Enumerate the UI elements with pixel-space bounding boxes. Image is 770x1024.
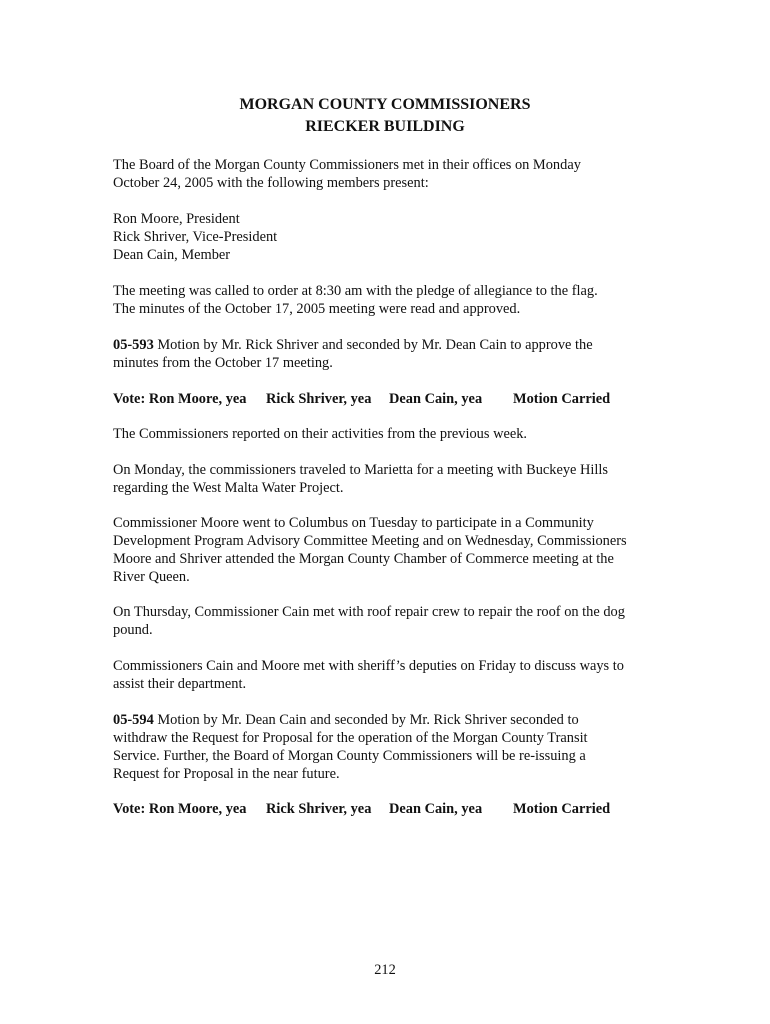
vote-1-shriver: Rick Shriver, yea (266, 391, 372, 407)
vote-2-moore: Vote: Ron Moore, yea (113, 801, 247, 817)
motion-2-number: 05-594 (113, 712, 154, 728)
moore-columbus-line-3: Moore and Shriver attended the Morgan County Chamber of Commerce meeting at the (113, 551, 614, 567)
member-president: Ron Moore, President (113, 211, 240, 227)
monday-line-2: regarding the West Malta Water Project. (113, 480, 344, 496)
motion-1-text: Motion by Mr. Rick Shriver and seconded by Mr. Dean Cain to approve the (153, 337, 593, 353)
member-vice-president: Rick Shriver, Vice-President (113, 229, 278, 245)
call-to-order-line-2: The minutes of the October 17, 2005 meeting were read and approved. (113, 301, 521, 317)
moore-columbus-line-1: Commissioner Moore went to Columbus on Tuesday to participate in a Community (113, 515, 594, 531)
moore-columbus-line-2: Development Program Advisory Committee Meeting and on Wednesday, Commissioners (113, 533, 627, 549)
document-subtitle: RIECKER BUILDING (305, 118, 465, 135)
motion-1-number: 05-593 (113, 337, 154, 353)
vote-2-shriver: Rick Shriver, yea (266, 801, 372, 817)
motion-2-line-2: withdraw the Request for Proposal for the operation of the Morgan County Transit (113, 730, 588, 746)
friday-line-2: assist their department. (113, 676, 247, 692)
monday-line-1: On Monday, the commissioners traveled to Marietta for a meeting with Buckeye Hills (113, 462, 609, 478)
page-number: 212 (374, 962, 396, 978)
motion-1-line-1 (113, 336, 593, 354)
vote-1-cain: Dean Cain, yea (389, 391, 483, 407)
activities-line: The Commissioners reported on their activities from the previous week. (113, 426, 528, 442)
intro-line-1: The Board of the Morgan County Commissioners met in their offices on Monday (113, 157, 581, 173)
thursday-line-2: pound. (113, 622, 153, 638)
member-member: Dean Cain, Member (113, 247, 231, 263)
intro-line-2: October 24, 2005 with the following members present: (113, 175, 429, 191)
motion-2-line-3: Service. Further, the Board of Morgan County Commissioners will be re-issuing a (113, 748, 586, 764)
moore-columbus-line-4: River Queen. (113, 569, 190, 585)
thursday-line-1: On Thursday, Commissioner Cain met with roof repair crew to repair the roof on the dog (113, 604, 625, 620)
document-title: MORGAN COUNTY COMMISSIONERS (239, 96, 531, 113)
vote-1-result: Motion Carried (513, 391, 611, 407)
motion-1-line-2: minutes from the October 17 meeting. (113, 355, 333, 371)
motion-2-text: Motion by Mr. Dean Cain and seconded by Mr. Rick Shriver seconded to (153, 712, 579, 728)
vote-2-result: Motion Carried (513, 801, 611, 817)
motion-2-line-4: Request for Proposal in the near future. (113, 766, 340, 782)
vote-1-moore: Vote: Ron Moore, yea (113, 391, 247, 407)
motion-2-line-1 (113, 711, 579, 729)
call-to-order-line-1: The meeting was called to order at 8:30 am with the pledge of allegiance to the flag. (113, 283, 598, 299)
friday-line-1: Commissioners Cain and Moore met with sheriff’s deputies on Friday to discuss ways to (113, 658, 624, 674)
vote-2-cain: Dean Cain, yea (389, 801, 483, 817)
